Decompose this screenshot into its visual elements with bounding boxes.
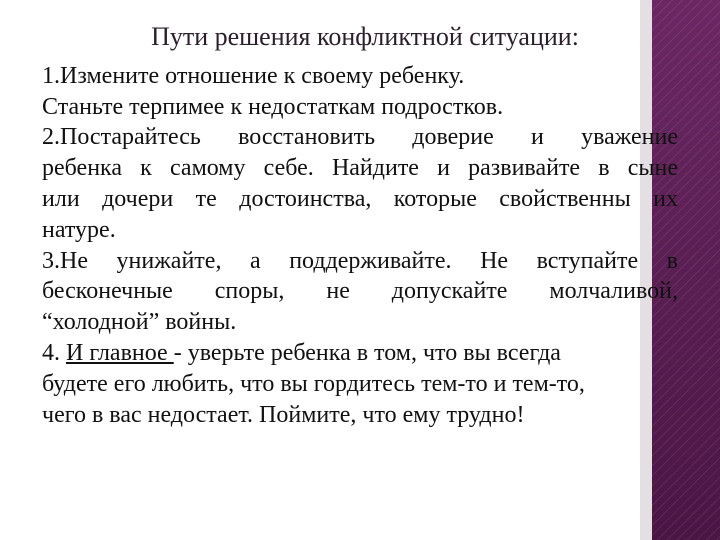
- text-line: “холодной” войны.: [42, 309, 237, 336]
- underlined-emphasis: И главное: [66, 339, 174, 366]
- text-run: - уверьте ребенка в том, что вы всегда: [173, 339, 561, 366]
- text-line: [42, 338, 678, 369]
- text-line: бесконечные споры, не допускайте молчаливой,: [42, 278, 678, 305]
- slide-title: Пути решения конфликтной ситуации:: [151, 22, 579, 51]
- text-line: 3.Не унижайте, а поддерживайте. Не вступайте в: [42, 247, 678, 274]
- text-line: Станьте терпимее к недостаткам подростков.: [42, 93, 504, 120]
- text-line: натуре.: [42, 216, 116, 243]
- text-line: чего в вас недостает. Поймите, что ему трудно!: [42, 401, 525, 428]
- slide-content: [42, 22, 678, 430]
- text-line: или дочери те достоинства, которые свойственны их: [42, 185, 678, 212]
- item-number: 4.: [42, 339, 66, 366]
- text-line: 2.Постарайтесь восстановить доверие и уважение: [42, 124, 678, 151]
- text-line: будете его любить, что вы гордитесь тем-то и тем-то,: [42, 370, 585, 397]
- text-line: ребенка к самому себе. Найдите и развивайте в сыне: [42, 155, 678, 182]
- text-line: 1.Измените отношение к своему ребенку.: [42, 62, 465, 89]
